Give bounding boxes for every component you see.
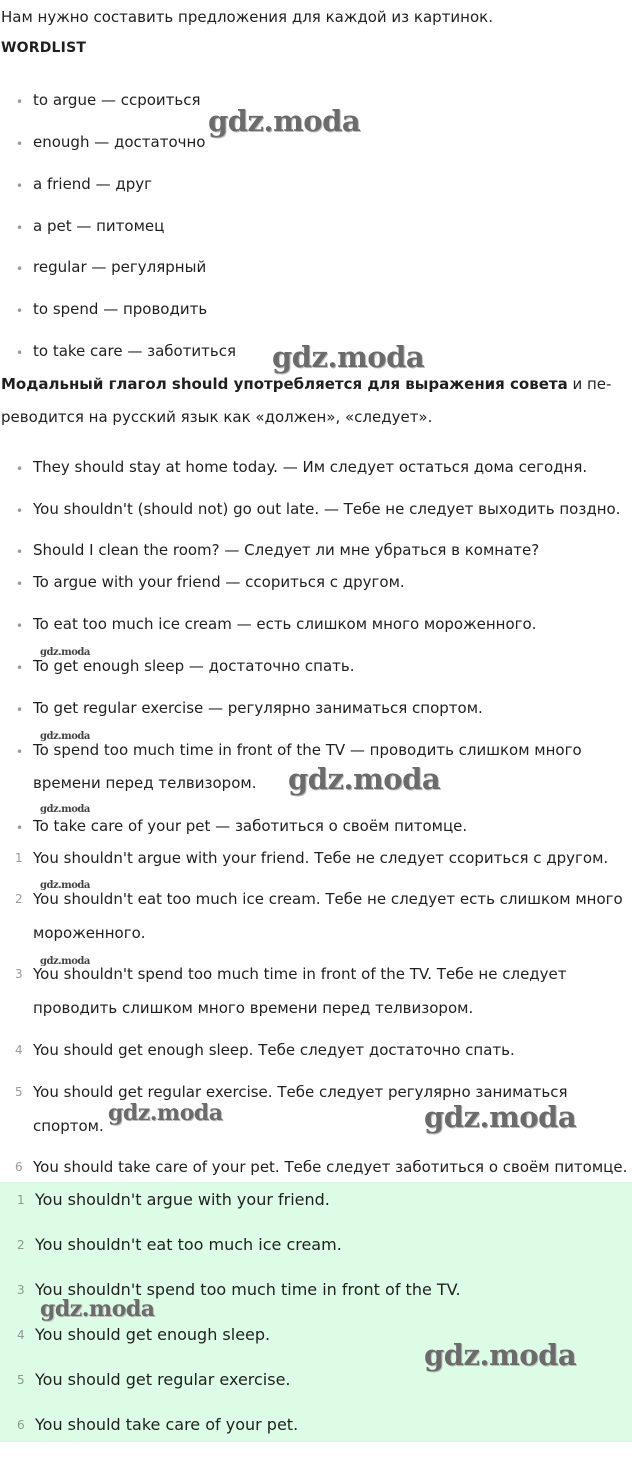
watermark: gdz.moda	[424, 1338, 577, 1372]
bullet: •	[16, 545, 24, 559]
bullet: •	[16, 703, 24, 717]
list-number: 2	[15, 892, 23, 906]
numbered-item-continuation: проводить слишком много времени перед телвизором.	[33, 999, 474, 1017]
intro-text: Нам нужно составить предложения для каждой из картинок.	[1, 8, 493, 26]
example-item: To spend too much time in front of the TV — проводить слишком много	[33, 741, 582, 759]
bullet: •	[16, 221, 24, 235]
wordlist-item: a friend — друг	[33, 175, 153, 193]
answer-item: You shouldn't argue with your friend.	[35, 1190, 330, 1209]
bullet: •	[16, 504, 24, 518]
answer-item: You shouldn't eat too much ice cream.	[35, 1235, 342, 1254]
answer-number: 1	[17, 1193, 25, 1207]
answer-number: 4	[17, 1328, 25, 1342]
answer-item: You shouldn't spend too much time in front of the TV.	[35, 1280, 461, 1299]
watermark: gdz.moda	[108, 1100, 223, 1126]
numbered-item: You should get enough sleep. Тебе следует достаточно спать.	[33, 1041, 515, 1059]
wordlist-item: a pet — питомец	[33, 217, 165, 235]
example-item: You shouldn't (should not) go out late. — Тебе не следует выходить поздно.	[33, 500, 621, 518]
bullet: •	[16, 619, 24, 633]
numbered-item-continuation: мороженного.	[33, 924, 146, 942]
watermark: gdz.moda	[40, 731, 90, 742]
grammar-note-rest: и пе-	[567, 375, 612, 393]
example-item: To argue with your friend — ссориться с другом.	[33, 573, 405, 591]
wordlist-item: to argue — ссроиться	[33, 91, 201, 109]
bullet: •	[16, 137, 24, 151]
bullet: •	[16, 95, 24, 109]
numbered-item: You shouldn't argue with your friend. Тебе не следует ссориться с другом.	[33, 849, 609, 867]
numbered-item: You should get regular exercise. Тебе следует регулярно заниматься	[33, 1083, 568, 1101]
watermark: gdz.moda	[272, 340, 425, 374]
answer-number: 3	[17, 1283, 25, 1297]
bullet: •	[16, 821, 24, 835]
list-number: 6	[15, 1160, 23, 1174]
answer-number: 2	[17, 1238, 25, 1252]
numbered-item: You shouldn't spend too much time in front of the TV. Тебе не следует	[33, 965, 567, 983]
answer-number: 6	[17, 1418, 25, 1432]
watermark: gdz.moda	[40, 1296, 155, 1322]
watermark: gdz.moda	[40, 956, 90, 967]
answer-number: 5	[17, 1373, 25, 1387]
list-number: 3	[15, 967, 23, 981]
list-number: 1	[15, 851, 23, 865]
watermark: gdz.moda	[208, 104, 361, 138]
wordlist-heading: WORDLIST	[1, 40, 87, 56]
example-item-continuation: времени перед телвизором.	[33, 774, 257, 792]
example-item: To get enough sleep — достаточно спать.	[33, 657, 355, 675]
list-number: 4	[15, 1043, 23, 1057]
grammar-note-bold: Модальный глагол should употребляется для выражения совета	[1, 375, 568, 393]
numbered-item: You shouldn't eat too much ice cream. Тебе не следует есть слишком много	[33, 890, 623, 908]
wordlist-item: enough — достаточно	[33, 133, 206, 151]
numbered-item-continuation: спортом.	[33, 1117, 104, 1135]
answer-item: You should get regular exercise.	[35, 1370, 291, 1389]
list-number: 5	[15, 1085, 23, 1099]
bullet: •	[16, 462, 24, 476]
bullet: •	[16, 577, 24, 591]
example-item: Should I clean the room? — Следует ли мне убраться в комнате?	[33, 541, 540, 559]
bullet: •	[16, 304, 24, 318]
bullet: •	[16, 346, 24, 360]
watermark: gdz.moda	[40, 804, 90, 815]
wordlist-item: to take care — заботиться	[33, 342, 237, 360]
bullet: •	[16, 179, 24, 193]
example-item: To get regular exercise — регулярно заниматься спортом.	[33, 699, 483, 717]
answer-item: You should get enough sleep.	[35, 1325, 271, 1344]
watermark: gdz.moda	[40, 880, 90, 891]
example-item: To take care of your pet — заботиться о своём питомце.	[33, 817, 468, 835]
watermark: gdz.moda	[40, 647, 90, 658]
grammar-note-line-1	[1, 375, 611, 393]
bullet: •	[16, 745, 24, 759]
grammar-note-line-2: реводится на русский язык как «должен», «следует».	[1, 408, 433, 426]
example-item: To eat too much ice cream — есть слишком много мороженного.	[33, 615, 537, 633]
wordlist-item: to spend — проводить	[33, 300, 208, 318]
example-item: They should stay at home today. — Им следует остаться дома сегодня.	[33, 458, 588, 476]
answer-item: You should take care of your pet.	[35, 1415, 299, 1434]
bullet: •	[16, 262, 24, 276]
watermark: gdz.moda	[424, 1100, 577, 1134]
bullet: •	[16, 661, 24, 675]
numbered-item: You should take care of your pet. Тебе следует заботиться о своём питомце.	[33, 1158, 628, 1176]
watermark: gdz.moda	[288, 762, 441, 796]
wordlist-item: regular — регулярный	[33, 258, 207, 276]
